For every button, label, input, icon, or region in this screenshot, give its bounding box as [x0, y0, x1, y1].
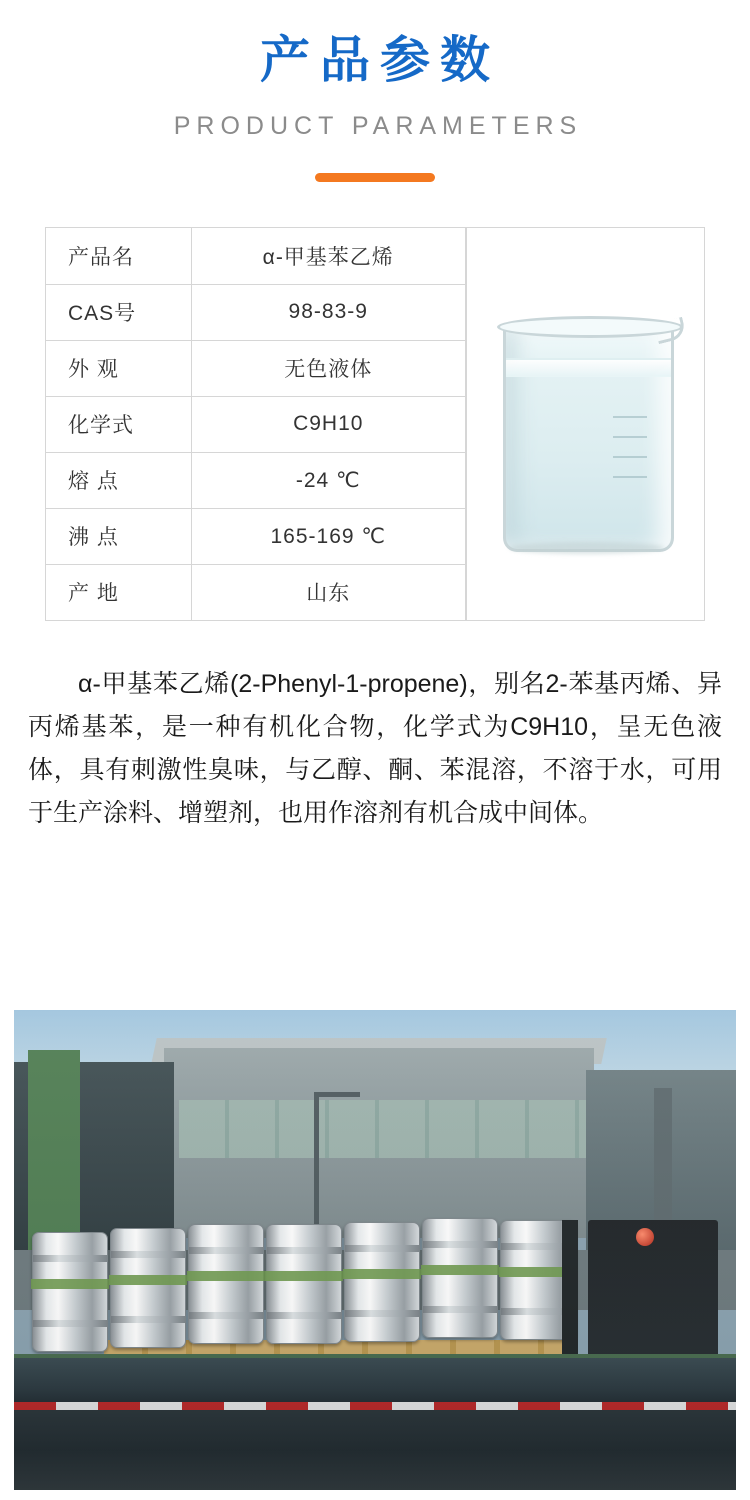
chimney	[654, 1088, 672, 1228]
param-label: 产 地	[46, 564, 191, 620]
param-label: 外 观	[46, 340, 191, 396]
liquid-surface	[506, 358, 671, 377]
table-row	[46, 228, 466, 284]
steel-drum	[422, 1218, 498, 1338]
street-lamp-pole	[314, 1092, 319, 1242]
table-row	[46, 508, 466, 564]
table-row	[46, 564, 466, 620]
param-value: 山东	[191, 564, 466, 620]
product-photo	[466, 228, 704, 620]
graduation-mark	[613, 476, 647, 478]
steel-drum	[110, 1228, 186, 1348]
product-description: α-甲基苯乙烯(2-Phenyl-1-propene)，别名2-苯基丙烯、异丙烯基苯，是一种有机化合物，化学式为C9H10，呈无色液体，具有刺激性臭味，与乙醇、酮、苯混溶，不溶于水，可用于生产涂料、增塑剂，也用作溶剂有机合成中间体。	[28, 670, 722, 827]
page-subtitle: PRODUCT PARAMETERS	[173, 112, 583, 140]
street-lamp-arm	[314, 1092, 360, 1097]
param-label: CAS号	[46, 284, 191, 340]
graduation-mark	[613, 416, 647, 418]
beaker-glass	[503, 324, 674, 552]
steel-drum	[188, 1224, 264, 1344]
page-title: 产品参数	[260, 32, 500, 88]
page-header	[0, 0, 750, 182]
graduation-mark	[613, 456, 647, 458]
table-row	[46, 452, 466, 508]
param-value: 98-83-9	[191, 284, 466, 340]
param-label: 熔 点	[46, 452, 191, 508]
beaker-icon	[491, 294, 681, 554]
warning-lamp-icon	[636, 1228, 654, 1246]
shipping-photo	[14, 1010, 736, 1490]
steel-drum	[344, 1222, 420, 1342]
param-value: 无色液体	[191, 340, 466, 396]
param-label: 沸 点	[46, 508, 191, 564]
accent-divider	[315, 173, 435, 182]
param-value: α-甲基苯乙烯	[191, 228, 466, 284]
table-row	[46, 396, 466, 452]
truck-underbody	[14, 1410, 736, 1490]
product-parameters-table	[46, 228, 466, 620]
param-value: -24 ℃	[191, 452, 466, 508]
param-label: 化学式	[46, 396, 191, 452]
param-label: 产品名	[46, 228, 191, 284]
table-row	[46, 284, 466, 340]
graduation-mark	[613, 436, 647, 438]
beaker-shadow	[509, 542, 664, 554]
param-value: 165-169 ℃	[191, 508, 466, 564]
steel-drum	[32, 1232, 108, 1352]
warehouse-window-panels	[179, 1100, 589, 1158]
table-row	[46, 340, 466, 396]
product-parameters-panel	[45, 227, 705, 621]
steel-drum	[266, 1224, 342, 1344]
param-value: C9H10	[191, 396, 466, 452]
